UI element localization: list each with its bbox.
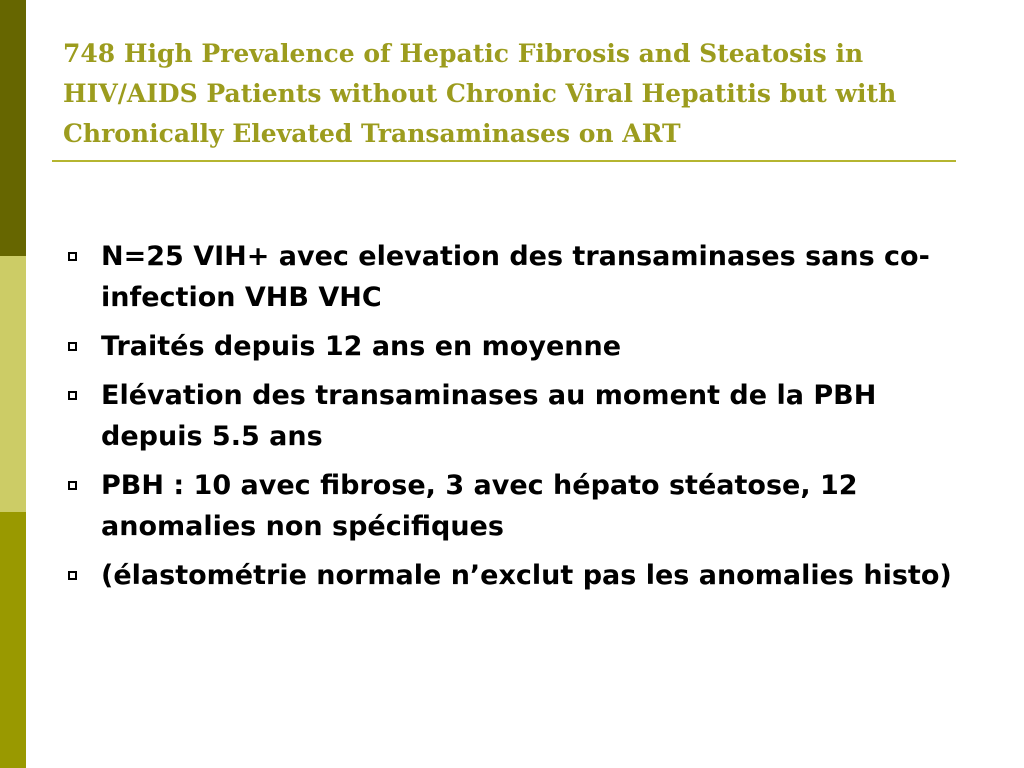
sidebar-segment-bottom: [0, 512, 26, 768]
hollow-square-bullet-icon: [68, 252, 77, 261]
sidebar-accent-bar: [0, 0, 26, 768]
bullet-item: [64, 465, 964, 547]
hollow-square-bullet-icon: [68, 481, 77, 490]
bullet-text: PBH : 10 avec fibrose, 3 avec hépato stéatose, 12 anomalies non spécifiques: [101, 470, 858, 542]
bullet-item: [64, 555, 964, 596]
bullet-text: Traités depuis 12 ans en moyenne: [101, 331, 622, 362]
bullet-item: [64, 236, 964, 318]
bullet-item: [64, 375, 964, 457]
title-underline-rule: [52, 160, 956, 162]
sidebar-segment-middle: [0, 256, 26, 512]
bullet-text: (élastométrie normale n’exclut pas les anomalies histo): [101, 560, 952, 591]
hollow-square-bullet-icon: [68, 571, 77, 580]
bullet-text: N=25 VIH+ avec elevation des transaminases sans co-infection VHB VHC: [101, 241, 930, 313]
sidebar-segment-top: [0, 0, 26, 256]
hollow-square-bullet-icon: [68, 391, 77, 400]
slide-title: 748 High Prevalence of Hepatic Fibrosis and Steatosis in HIV/AIDS Patients without Chronic Viral Hepatitis but with Chronically Elevated Transaminases on ART: [63, 39, 897, 148]
hollow-square-bullet-icon: [68, 342, 77, 351]
bullet-list: [64, 236, 964, 604]
bullet-item: [64, 326, 964, 367]
bullet-text: Elévation des transaminases au moment de la PBH depuis 5.5 ans: [101, 380, 877, 452]
